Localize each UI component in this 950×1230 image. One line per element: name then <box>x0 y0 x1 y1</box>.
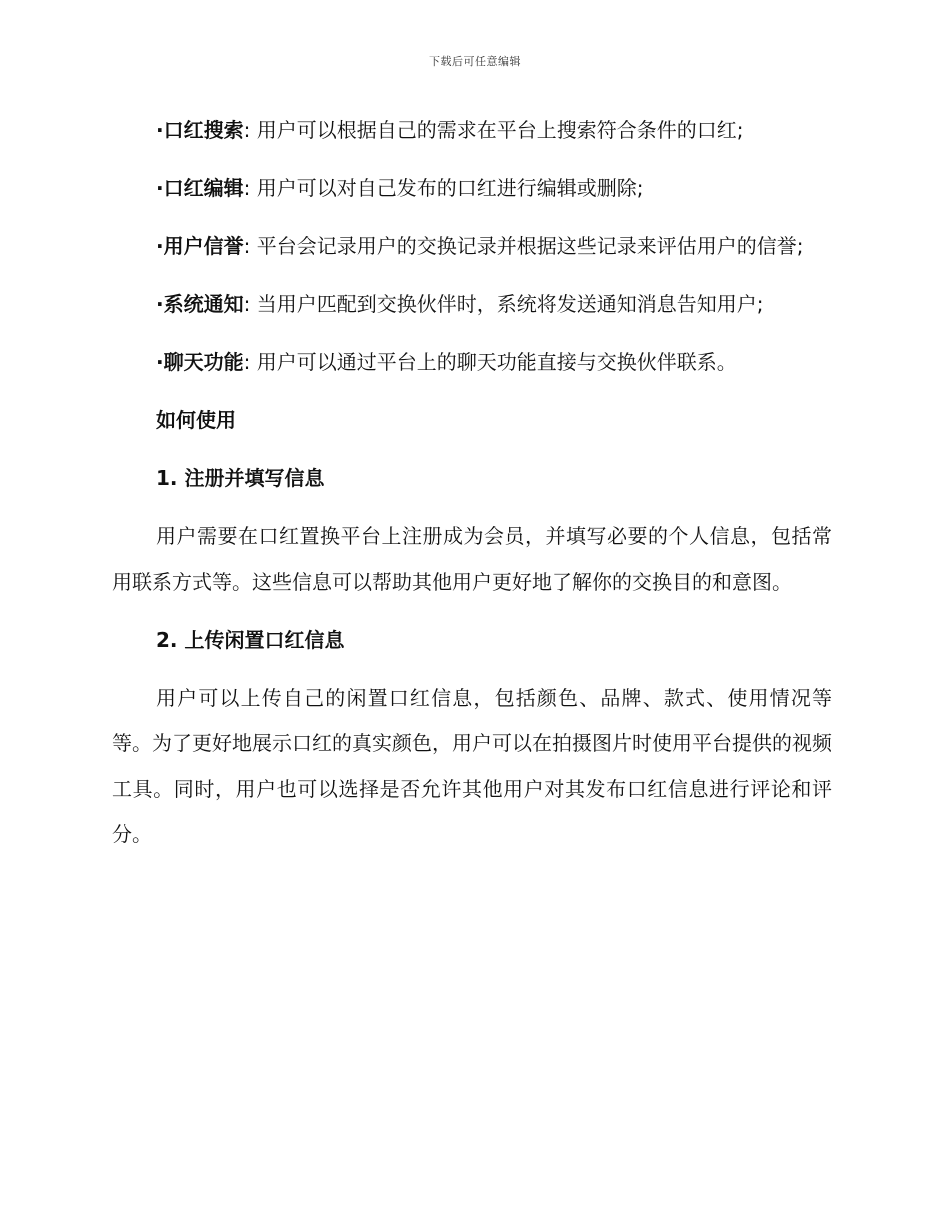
separator: : <box>243 234 251 258</box>
separator: : <box>243 350 251 374</box>
feature-term: 聊天功能 <box>163 350 244 374</box>
bullet: · <box>156 176 164 200</box>
document-body <box>112 108 832 870</box>
feature-item-reputation <box>112 224 832 270</box>
feature-desc: 用户可以对自己发布的口红进行编辑或删除; <box>256 176 644 200</box>
feature-term: 口红搜索 <box>163 118 244 142</box>
feature-item-search <box>112 108 832 154</box>
feature-item-edit <box>112 166 832 212</box>
feature-desc: 用户可以根据自己的需求在平台上搜索符合条件的口红; <box>256 118 744 142</box>
page-header: 下载后可任意编辑 <box>429 55 521 68</box>
feature-term: 系统通知 <box>163 292 244 316</box>
feature-desc: 平台会记录用户的交换记录并根据这些记录来评估用户的信誉; <box>256 234 804 258</box>
feature-item-notification <box>112 282 832 328</box>
feature-desc: 当用户匹配到交换伙伴时，系统将发送通知消息告知用户; <box>256 292 764 316</box>
bullet: · <box>156 118 164 142</box>
step1-heading: 1. 注册并填写信息 <box>156 466 325 490</box>
bullet: · <box>156 292 164 316</box>
step2-paragraph: 用户可以上传自己的闲置口红信息，包括颜色、品牌、款式、使用情况等等。为了更好地展示口红的真实颜色，用户可以在拍摄图片时使用平台提供的视频工具。同时，用户也可以选择是否允许其他用户对其发布口红信息进行评论和评分。 <box>112 685 832 846</box>
feature-term: 用户信誉 <box>163 234 244 258</box>
feature-item-chat <box>112 340 832 386</box>
step1-paragraph: 用户需要在口红置换平台上注册成为会员，并填写必要的个人信息，包括常用联系方式等。这些信息可以帮助其他用户更好地了解你的交换目的和意图。 <box>112 524 832 594</box>
separator: : <box>243 176 251 200</box>
step2-heading: 2. 上传闲置口红信息 <box>156 627 345 652</box>
bullet: · <box>156 350 164 374</box>
separator: : <box>243 118 251 142</box>
feature-desc: 用户可以通过平台上的聊天功能直接与交换伙伴联系。 <box>256 350 737 374</box>
feature-term: 口红编辑 <box>163 176 244 200</box>
bullet: · <box>156 234 164 258</box>
section-heading-howto: 如何使用 <box>156 408 236 432</box>
separator: : <box>243 292 251 316</box>
